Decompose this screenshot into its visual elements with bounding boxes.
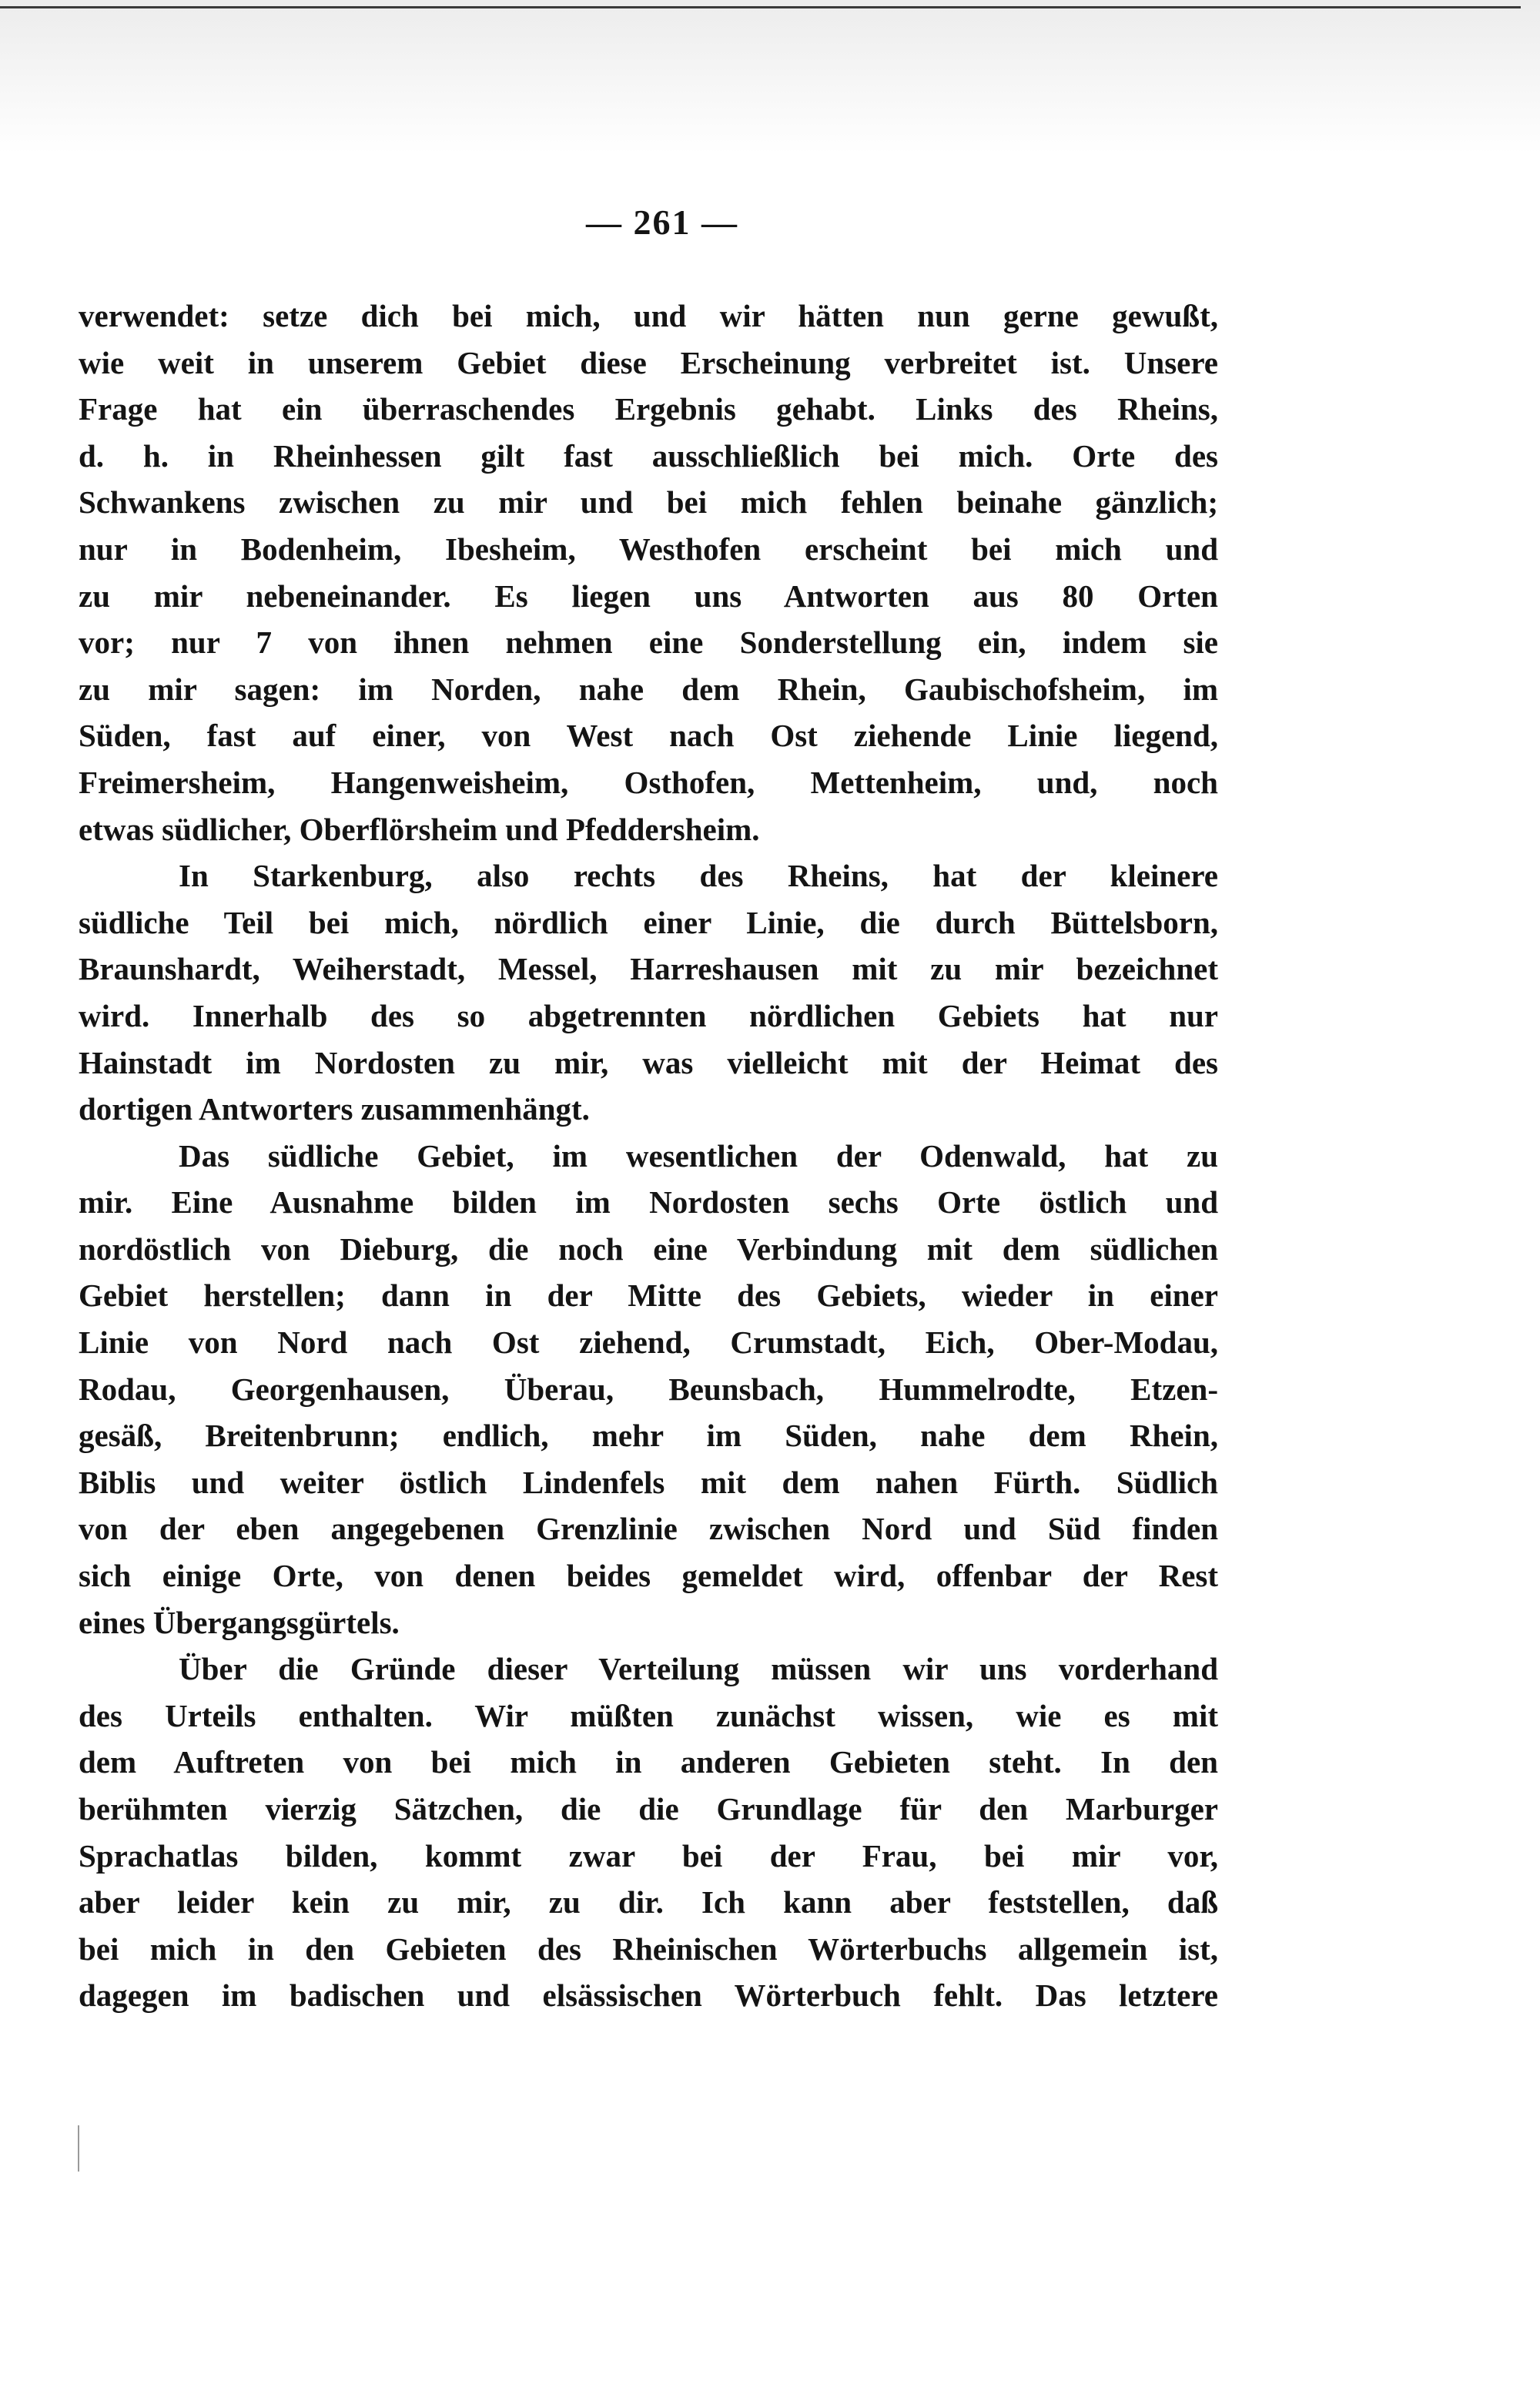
text-line: vor; nur 7 von ihnen nehmen eine Sonderstellung ein, indem sie: [79, 625, 1218, 661]
text-line: verwendet: setze dich bei mich, und wir hätten nun gerne gewußt,: [79, 298, 1218, 333]
text-line: Gebiet herstellen; dann in der Mitte des Gebiets, wieder in einer: [79, 1278, 1218, 1314]
text-line: Sprachatlas bilden, kommt zwar bei der Frau, bei mir vor,: [79, 1837, 1218, 1874]
text-line: dortigen Antworters zusammenhängt.: [79, 1091, 590, 1127]
text-line: mir. Eine Ausnahme bilden im Nordosten sechs Orte östlich und: [79, 1184, 1218, 1221]
text-line: gesäß, Breitenbrunn; endlich, mehr im Süden, nahe dem Rhein,: [79, 1418, 1218, 1454]
text-line: Frage hat ein überraschendes Ergebnis gehabt. Links des Rheins,: [79, 391, 1218, 427]
text-line: nur in Bodenheim, Ibesheim, Westhofen erscheint bei mich und: [79, 531, 1218, 567]
page-number: — 261 —: [586, 203, 738, 242]
text-line: etwas südlicher, Oberflörsheim und Pfeddersheim.: [79, 811, 760, 847]
page-top-edge: [0, 6, 1521, 8]
text-line: Rodau, Georgenhausen, Überau, Beunsbach, Hummelrodte, Etzen-: [79, 1371, 1218, 1407]
text-line: eines Übergangsgürtels.: [79, 1604, 400, 1640]
text-line: Über die Gründe dieser Verteilung müssen wir uns vorderhand: [179, 1651, 1218, 1687]
text-line: zu mir nebeneinander. Es liegen uns Antworten aus 80 Orten: [79, 578, 1218, 614]
text-line: wird. Innerhalb des so abgetrennten nördlichen Gebiets hat nur: [79, 997, 1218, 1033]
text-line: wie weit in unserem Gebiet diese Erscheinung verbreitet ist. Unsere: [79, 344, 1218, 380]
text-line: Biblis und weiter östlich Lindenfels mit dem nahen Fürth. Südlich: [79, 1464, 1218, 1500]
text-line: sich einige Orte, von denen beides gemeldet wird, offenbar der Rest: [79, 1558, 1218, 1594]
text-line: Süden, fast auf einer, von West nach Ost ziehende Linie liegend,: [79, 718, 1218, 754]
text-line: bei mich in den Gebieten des Rheinischen Wörterbuchs allgemein ist,: [79, 1931, 1218, 1967]
text-line: aber leider kein zu mir, zu dir. Ich kann aber feststellen, daß: [79, 1884, 1218, 1921]
text-line: von der eben angegebenen Grenzlinie zwischen Nord und Süd finden: [79, 1511, 1218, 1547]
text-line: d. h. in Rheinhessen gilt fast ausschließlich bei mich. Orte des: [79, 437, 1218, 474]
text-line: des Urteils enthalten. Wir müßten zunächst wissen, wie es mit: [79, 1697, 1218, 1733]
text-line: dem Auftreten von bei mich in anderen Gebieten steht. In den: [79, 1744, 1218, 1780]
margin-mark: [78, 2125, 79, 2172]
text-line: berühmten vierzig Sätzchen, die die Grundlage für den Marburger: [79, 1791, 1218, 1827]
text-line: Linie von Nord nach Ost ziehend, Crumstadt, Eich, Ober-Modau,: [79, 1324, 1218, 1361]
text-line: Das südliche Gebiet, im wesentlichen der Odenwald, hat zu: [179, 1137, 1218, 1174]
text-line: Braunshardt, Weiherstadt, Messel, Harreshausen mit zu mir bezeichnet: [79, 951, 1218, 987]
text-line: südliche Teil bei mich, nördlich einer Linie, die durch Büttelsborn,: [79, 904, 1218, 940]
scan-shading: [0, 0, 1540, 154]
text-line: Freimersheim, Hangenweisheim, Osthofen, Mettenheim, und, noch: [79, 764, 1218, 800]
text-line: nordöstlich von Dieburg, die noch eine Verbindung mit dem südlichen: [79, 1231, 1218, 1267]
text-line: Hainstadt im Nordosten zu mir, was vielleicht mit der Heimat des: [79, 1044, 1218, 1080]
text-line: zu mir sagen: im Norden, nahe dem Rhein, Gaubischofsheim, im: [79, 671, 1218, 707]
text-line: In Starkenburg, also rechts des Rheins, hat der kleinere: [179, 858, 1218, 894]
text-line: Schwankens zwischen zu mir und bei mich fehlen beinahe gänzlich;: [79, 484, 1218, 521]
body-text: [79, 293, 1218, 2019]
text-line: dagegen im badischen und elsässischen Wörterbuch fehlt. Das letztere: [79, 1977, 1218, 2014]
